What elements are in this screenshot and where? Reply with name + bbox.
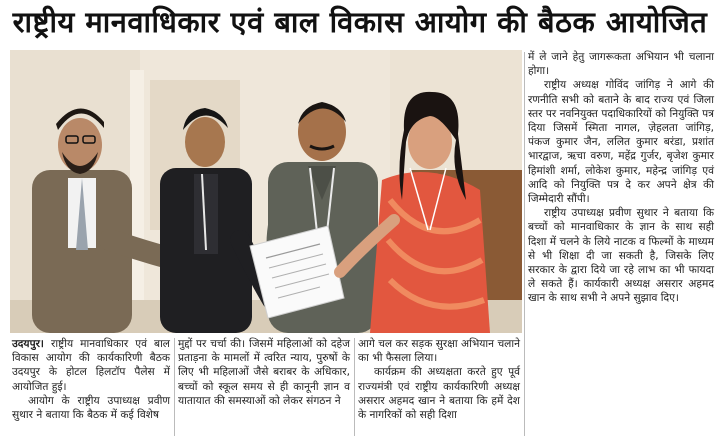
paragraph: राष्ट्रीय उपाध्यक्ष प्रवीण सुथार ने बताया कि बच्चों को मानवाधिकार के ज्ञान के साथ सही दिशा में चलने के लिये नाटक व फिल्मों के माध्यम से भी शिक्षा दी जा सकती है, जिसके लिए सरकार के द्वारा दिये जा रहे लाभ का भी फायदा ले सकते हैं। कार्यकारी अध्यक्ष असरार अहमद खान के साथ सभी ने अपने सुझाव दिए। <box>528 207 714 305</box>
paragraph: राष्ट्रीय अध्यक्ष गोविंद जांगिड़ ने आगे की रणनीति सभी को बताने के बाद राज्य एवं जिला स्तर पर नवनियुक्त पदाधिकारियों को नियुक्ति पत्र दिया जिसमें स्मिता नागल, ज़ेहलता जांगिड़, पंकज कुमार जैन, ललित कुमार बरंडा, प्रशांत भारद्वाज, ऋचा वरुण, महेंद्र गुर्जर, बृजेश कुमार हिमांशी शर्मा, लोकेश कुमार, महेन्द्र जांगिड़ एवं आदि को नियुक्ति पत्र दे कर अपने क्षेत्र की जिम्मेदारी सौंपी। <box>528 79 714 206</box>
paragraph: में ले जाने हेतु जागरूकता अभियान भी चलाना होगा। <box>528 51 714 78</box>
dateline: उदयपुर। <box>12 338 44 350</box>
headline: राष्ट्रीय मानवाधिकार एवं बाल विकास आयोग की बैठक आयोजित <box>12 5 708 39</box>
article-column-1 <box>12 337 170 422</box>
paragraph: मुद्दों पर चर्चा की। जिसमें महिलाओं को दहेज प्रताड़ना के मामलों में त्वरित न्याय, पुरुषों के लिए भी महिलाओं जैसे बराबर के अधिकार, बच्चों को स्कूल समय से ही कानूनी ज्ञान व यातायात की समस्याओं को लेकर संगठन ने <box>178 338 350 407</box>
news-photo <box>10 50 522 333</box>
paragraph: कार्यक्रम की अध्यक्षता करते हुए पूर्व राज्यमंत्री एवं राष्ट्रीय कार्यकारिणी अध्यक्ष असरार अहमद खान ने बताया कि हमें देश के नागरिकों को सही दिशा <box>358 366 520 422</box>
article-column-4 <box>528 50 714 306</box>
column-divider <box>354 338 355 436</box>
paragraph-text: राष्ट्रीय मानवाधिकार एवं बाल विकास आयोग की कार्यकारिणी बैठक उदयपुर के होटल हिलटॉप पैलेस में आयोजित हुई। <box>12 338 170 393</box>
column-divider <box>524 52 525 436</box>
paragraph <box>12 337 170 394</box>
paragraph: आयोग के राष्ट्रीय उपाध्यक्ष प्रवीण सुथार ने बताया कि बैठक में कई विशेष <box>12 394 170 422</box>
paragraph: आगे चल कर सड़क सुरक्षा अभियान चलाने का भी फैसला लिया। <box>358 338 520 365</box>
article-column-3 <box>358 337 520 422</box>
article-column-2 <box>178 337 350 408</box>
column-divider <box>174 338 175 436</box>
